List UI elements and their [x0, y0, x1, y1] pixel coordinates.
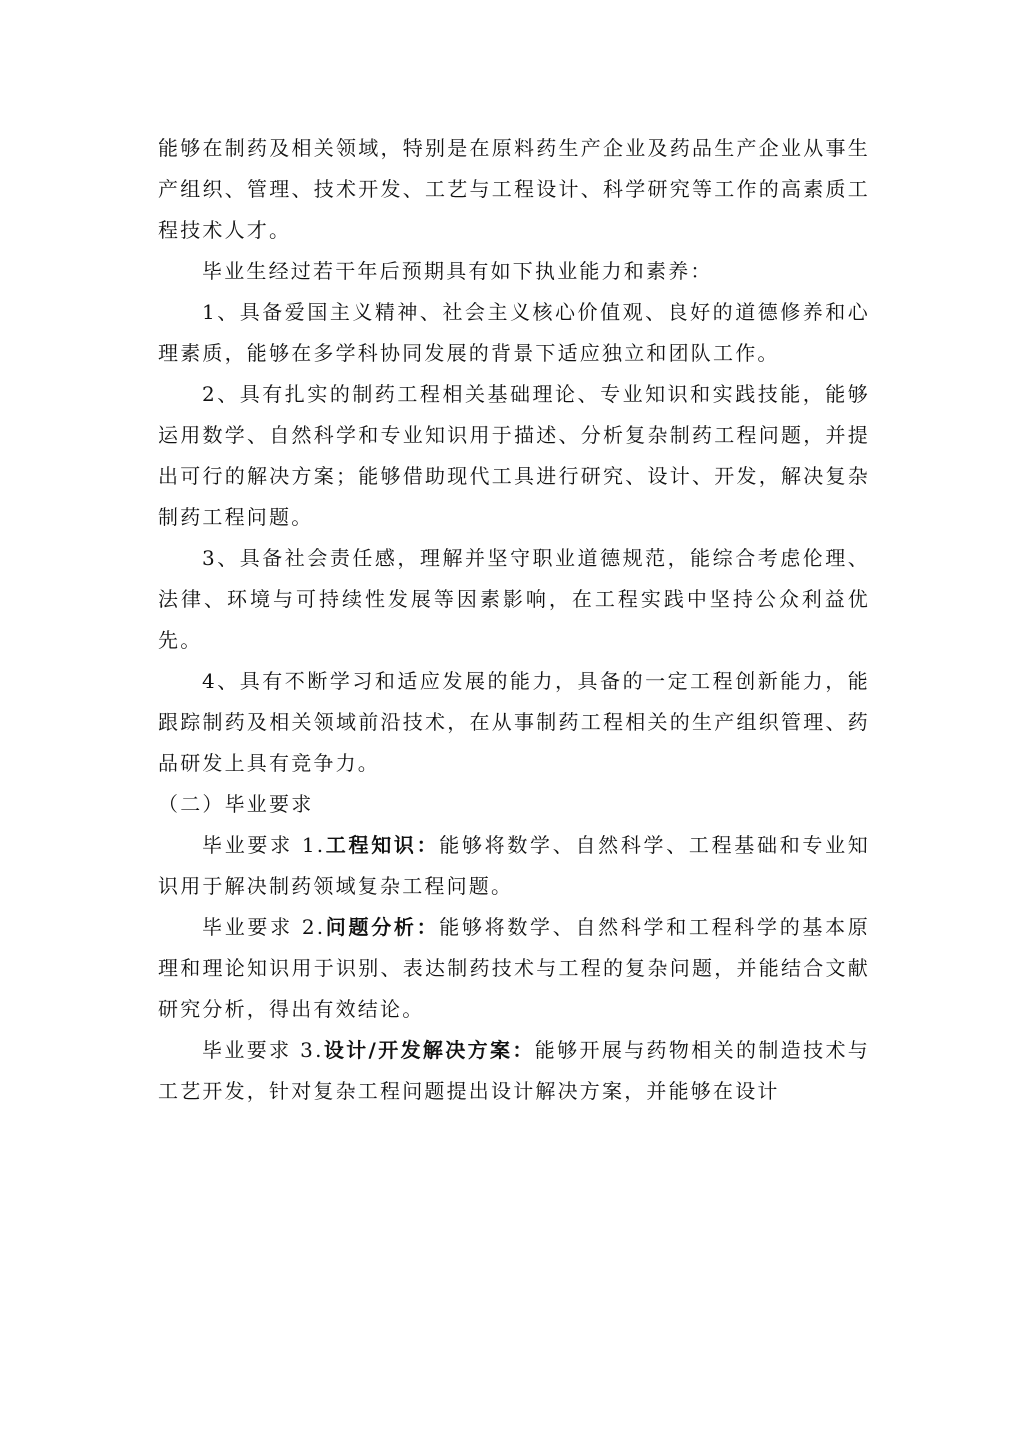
- requirement-item-2: [158, 907, 870, 1030]
- requirement-title: 工程知识：: [325, 833, 440, 857]
- requirement-prefix: 毕业要求 1.: [202, 833, 326, 857]
- requirement-body: 能够将数学、自然科学、工程基础和专业知识用于解决制药领域复杂工程问题。: [158, 833, 870, 898]
- document-body: [158, 128, 870, 1112]
- requirement-item-1: [158, 825, 870, 907]
- opening-paragraph: 能够在制药及相关领域，特别是在原料药生产企业及药品生产企业从事生产组织、管理、技术开发、工艺与工程设计、科学研究等工作的高素质工程技术人才。: [158, 136, 870, 242]
- section-heading: （二）毕业要求: [158, 792, 314, 816]
- requirement-prefix: 毕业要求 2.: [202, 915, 326, 939]
- objective-item-3: 3、具备社会责任感，理解并坚守职业道德规范，能综合考虑伦理、法律、环境与可持续性发展等因素影响，在工程实践中坚持公众利益优先。: [158, 546, 870, 652]
- requirement-prefix: 毕业要求 3.: [202, 1038, 324, 1062]
- requirement-title: 问题分析：: [325, 915, 440, 939]
- requirement-body: 能够开展与药物相关的制造技术与工艺开发，针对复杂工程问题提出设计解决方案，并能够在设计: [158, 1038, 871, 1103]
- objective-item-4: 4、具有不断学习和适应发展的能力，具备的一定工程创新能力，能跟踪制药及相关领域前沿技术，在从事制药工程相关的生产组织管理、药品研发上具有竞争力。: [158, 669, 870, 775]
- requirement-item-3: [158, 1030, 870, 1112]
- requirement-body: 能够将数学、自然科学和工程科学的基本原理和理论知识用于识别、表达制药技术与工程的复杂问题，并能结合文献研究分析，得出有效结论。: [158, 915, 870, 1021]
- requirement-title: 设计/开发解决方案：: [323, 1038, 535, 1062]
- objective-item-2: 2、具有扎实的制药工程相关基础理论、专业知识和实践技能，能够运用数学、自然科学和专业知识用于描述、分析复杂制药工程问题，并提出可行的解决方案；能够借助现代工具进行研究、设计、开发，解决复杂制药工程问题。: [158, 382, 870, 529]
- objective-item-1: 1、具备爱国主义精神、社会主义核心价值观、良好的道德修养和心理素质，能够在多学科协同发展的背景下适应独立和团队工作。: [158, 300, 870, 365]
- expectation-intro-paragraph: 毕业生经过若干年后预期具有如下执业能力和素养：: [202, 259, 713, 283]
